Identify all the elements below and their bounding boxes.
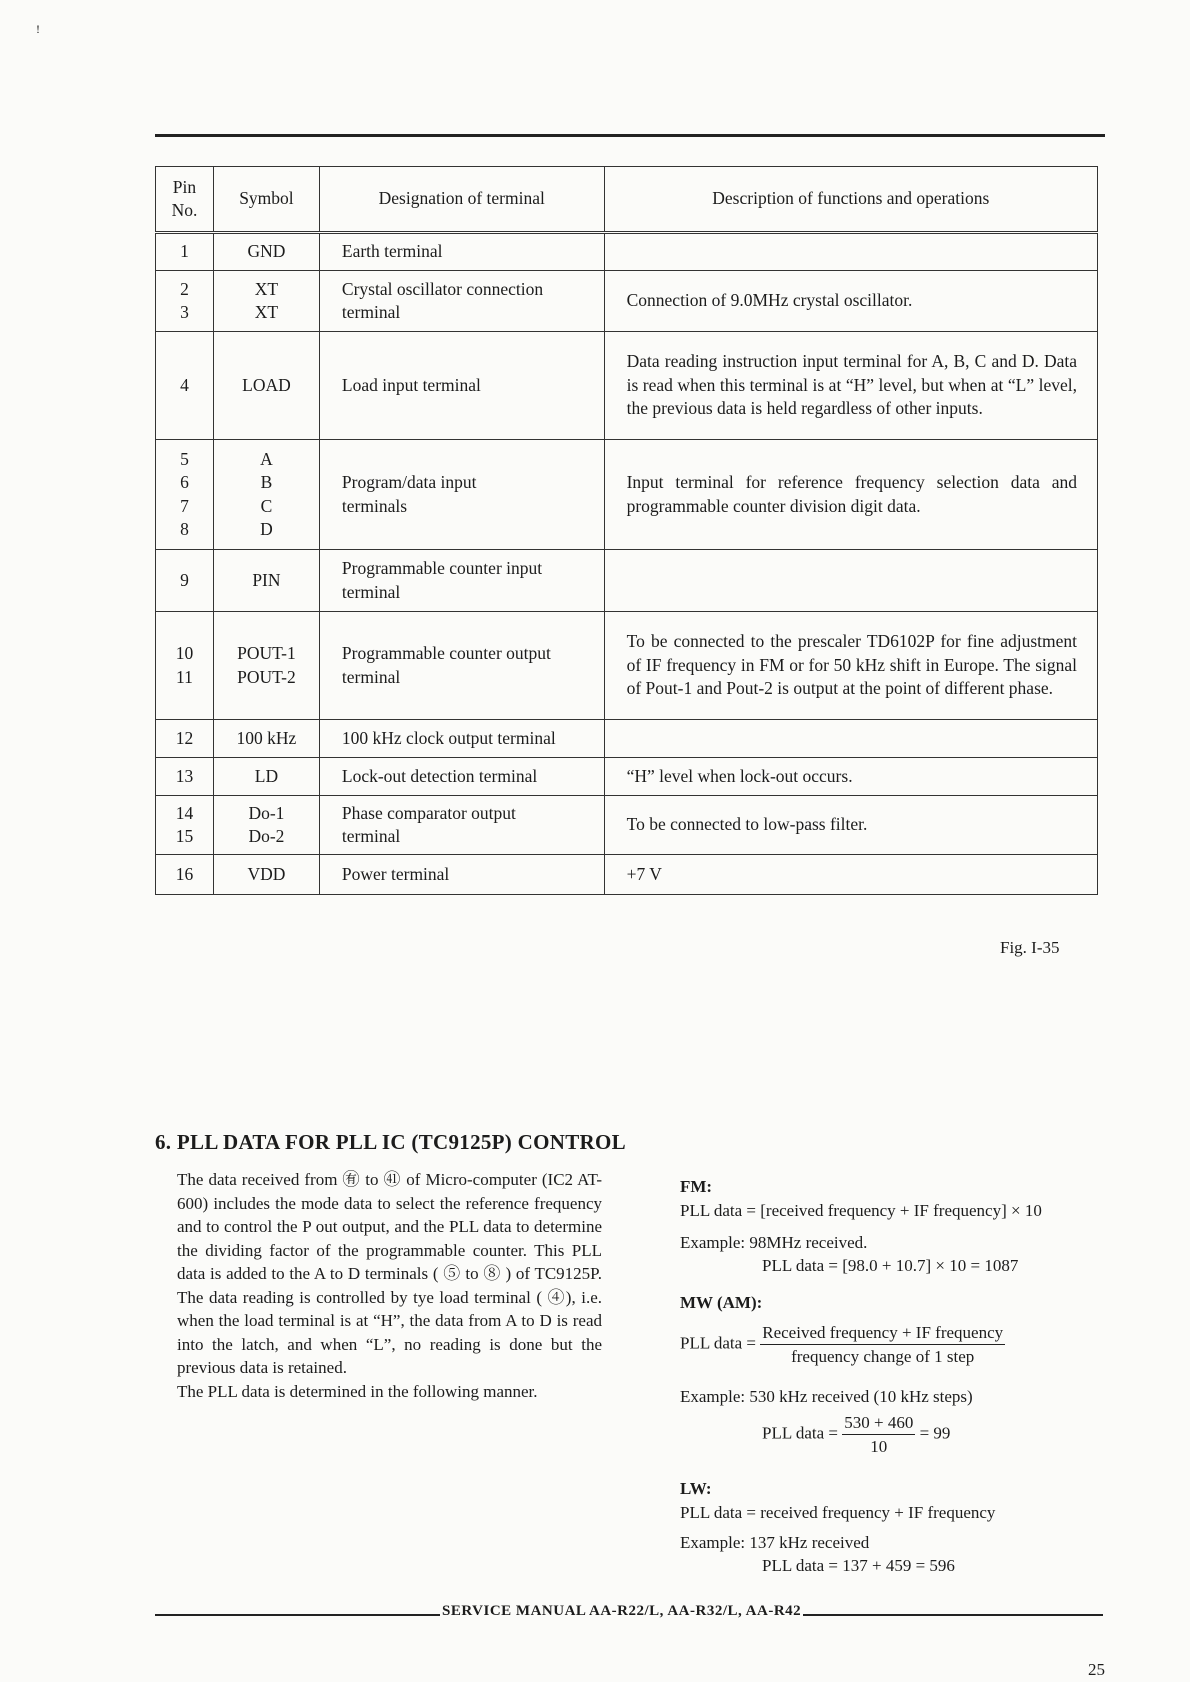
- table-header-row: [156, 167, 1098, 233]
- lw-formula: PLL data = received frequency + IF frequency: [680, 1503, 996, 1522]
- designation-cell: Programmable counter output terminal: [319, 612, 604, 720]
- table-row: [156, 758, 1098, 796]
- lw-calc: PLL data = 137 + 459 = 596: [762, 1556, 955, 1575]
- mw-calc-denominator: 10: [870, 1437, 888, 1456]
- pin-cell: 14 15: [156, 796, 214, 855]
- designation-cell: Power terminal: [319, 855, 604, 895]
- description-cell: “H” level when lock-out occurs.: [604, 758, 1097, 796]
- mw-formula: [680, 1321, 1005, 1368]
- table-row: [156, 550, 1098, 612]
- pin-cell: 10 11: [156, 612, 214, 720]
- description-cell: To be connected to low-pass filter.: [604, 796, 1097, 855]
- description-cell: Data reading instruction input terminal for A, B, C and D. Data is read when this terminal is at “H” level, but when at “L” level, the previous data is held regardless of other inputs.: [604, 332, 1097, 440]
- pin-cell: 12: [156, 720, 214, 758]
- mw-example: [680, 1385, 973, 1408]
- designation-cell: Lock-out detection terminal: [319, 758, 604, 796]
- table-row: [156, 612, 1098, 720]
- designation-cell: Phase comparator output terminal: [319, 796, 604, 855]
- mw-calc: [762, 1411, 950, 1458]
- section-title: 6. PLL DATA FOR PLL IC (TC9125P) CONTROL: [155, 1130, 626, 1154]
- mw-example-label: Example:: [680, 1387, 746, 1406]
- lw-example-label: Example:: [680, 1533, 746, 1552]
- designation-cell: Load input terminal: [319, 332, 604, 440]
- designation-cell: Program/data input terminals: [319, 440, 604, 550]
- page-number: 25: [1088, 1660, 1105, 1679]
- symbol-cell: POUT-1 POUT-2: [213, 612, 319, 720]
- lw-heading: LW:: [680, 1479, 712, 1498]
- symbol-cell: LOAD: [213, 332, 319, 440]
- table-row: [156, 440, 1098, 550]
- description-cell: [604, 233, 1097, 271]
- pin-cell: 5 6 7 8: [156, 440, 214, 550]
- fm-formula: PLL data = [received frequency + IF frequency] × 10: [680, 1201, 1042, 1220]
- table-row: [156, 855, 1098, 895]
- header-pin-no: Pin No.: [156, 167, 214, 233]
- mw-denominator: frequency change of 1 step: [791, 1347, 975, 1366]
- table-row: [156, 720, 1098, 758]
- description-cell: Input terminal for reference frequency selection data and programmable counter division digit data.: [604, 440, 1097, 550]
- table-row: [156, 796, 1098, 855]
- symbol-cell: PIN: [213, 550, 319, 612]
- table-row: [156, 332, 1098, 440]
- mw-fraction: [760, 1321, 1005, 1368]
- pin-cell: 13: [156, 758, 214, 796]
- fm-heading: FM:: [680, 1177, 713, 1196]
- header-designation: Designation of terminal: [319, 167, 604, 233]
- mw-calc-fraction: [842, 1411, 915, 1458]
- footer-text: SERVICE MANUAL AA-R22/L, AA-R32/L, AA-R42: [442, 1603, 802, 1619]
- table-row: [156, 271, 1098, 332]
- section-body: The data received from ㊒ to ㊶ of Micro-computer (IC2 AT-600) includes the mode data to select the reference frequency and to control the P out output, and the PLL data to determine the dividing factor of the programmable counter. This PLL data is added to the A to D terminals ( ⑤ to ⑧ ) of TC9125P. The data reading is controlled by tye load terminal ( ④), i.e. when the load terminal is at “H”, the data from A to D is read into the latch, and when “L”, no reading is done but the previous data is retained. The PLL data is determined in the following manner.: [177, 1170, 602, 1401]
- fm-example: [680, 1231, 867, 1254]
- symbol-cell: VDD: [213, 855, 319, 895]
- description-cell: [604, 550, 1097, 612]
- designation-cell: Earth terminal: [319, 233, 604, 271]
- pin-cell: 4: [156, 332, 214, 440]
- symbol-cell: Do-1 Do-2: [213, 796, 319, 855]
- pin-cell: 9: [156, 550, 214, 612]
- designation-cell: Programmable counter input terminal: [319, 550, 604, 612]
- margin-mark: !: [36, 22, 40, 36]
- top-rule: [155, 134, 1105, 137]
- pin-cell: 16: [156, 855, 214, 895]
- header-description: Description of functions and operations: [604, 167, 1097, 233]
- header-symbol: Symbol: [213, 167, 319, 233]
- pin-cell: 2 3: [156, 271, 214, 332]
- figure-label: Fig. I-35: [1000, 938, 1060, 957]
- fm-example-label: Example:: [680, 1233, 746, 1252]
- mw-numerator: Received frequency + IF frequency: [760, 1321, 1005, 1345]
- mw-calc-numerator: 530 + 460: [842, 1411, 915, 1435]
- symbol-cell: LD: [213, 758, 319, 796]
- mw-lhs: PLL data =: [680, 1333, 756, 1353]
- symbol-cell: 100 kHz: [213, 720, 319, 758]
- designation-cell: Crystal oscillator connection terminal: [319, 271, 604, 332]
- description-cell: [604, 720, 1097, 758]
- description-cell: +7 V: [604, 855, 1097, 895]
- pin-table: [155, 166, 1098, 895]
- description-cell: To be connected to the prescaler TD6102P for fine adjustment of IF frequency in FM or for 50 kHz shift in Europe. The signal of Pout-1 and Pout-2 is output at the point of different phase.: [604, 612, 1097, 720]
- mw-heading: MW (AM):: [680, 1293, 763, 1312]
- mw-calc-result: = 99: [919, 1423, 951, 1443]
- mw-example-text: 530 kHz received (10 kHz steps): [749, 1387, 973, 1406]
- lw-example-text: 137 kHz received: [749, 1533, 870, 1552]
- table-row: [156, 233, 1098, 271]
- symbol-cell: XT XT: [213, 271, 319, 332]
- pin-cell: 1: [156, 233, 214, 271]
- fm-example-text: 98MHz received.: [749, 1233, 868, 1252]
- designation-cell: 100 kHz clock output terminal: [319, 720, 604, 758]
- mw-calc-lhs: PLL data =: [762, 1423, 838, 1443]
- lw-example: [680, 1531, 869, 1554]
- symbol-cell: GND: [213, 233, 319, 271]
- fm-calc: PLL data = [98.0 + 10.7] × 10 = 1087: [762, 1256, 1019, 1275]
- symbol-cell: A B C D: [213, 440, 319, 550]
- description-cell: Connection of 9.0MHz crystal oscillator.: [604, 271, 1097, 332]
